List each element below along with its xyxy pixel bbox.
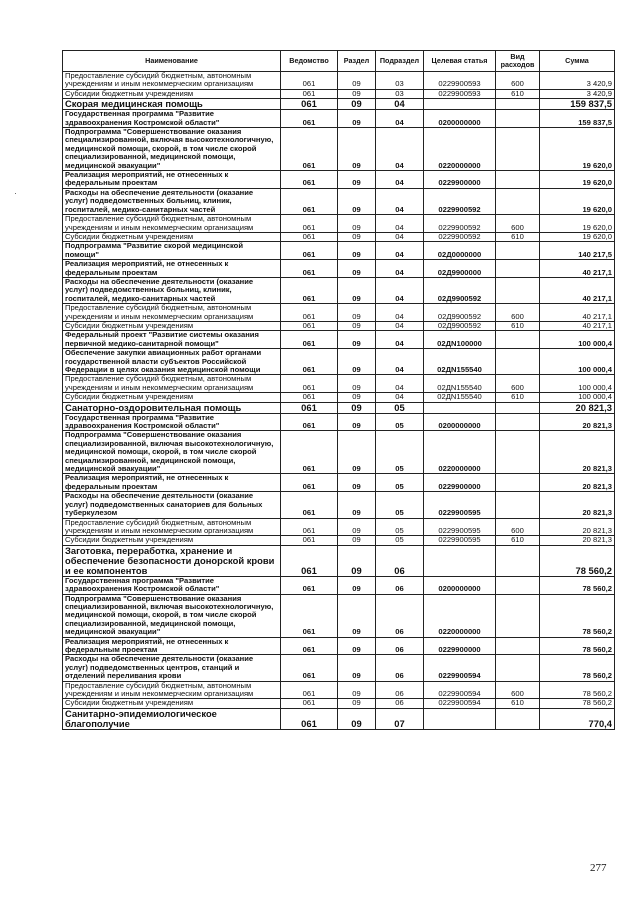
header-name: Наименование — [63, 51, 281, 72]
row-sum: 19 620,0 — [540, 215, 615, 233]
row-name: Обеспечение закупки авиационных работ органами государственной власти субъектов Российской Федерации в целях оказания медицинской помощи — [63, 349, 281, 375]
row-name: Государственная программа "Развитие здравоохранения Костромской области" — [63, 576, 281, 594]
table-row — [63, 128, 615, 171]
row-sum: 159 837,5 — [540, 99, 615, 110]
row-target-article: 0229900595 — [424, 518, 496, 536]
row-expense-type: 610 — [496, 699, 540, 708]
row-section: 09 — [338, 321, 376, 330]
row-section: 09 — [338, 215, 376, 233]
row-section: 09 — [338, 536, 376, 545]
row-name: Федеральный проект "Развитие системы оказания первичной медико-санитарной помощи" — [63, 331, 281, 349]
table-row — [63, 594, 615, 637]
row-subsection: 04 — [376, 277, 424, 303]
row-name: Предоставление субсидий бюджетным, автономным учреждениям и иным некоммерческим организациям — [63, 518, 281, 536]
row-target-article: 0220000000 — [424, 128, 496, 171]
row-target-article: 0200000000 — [424, 110, 496, 128]
row-expense-type — [496, 492, 540, 518]
row-target-article: 0220000000 — [424, 431, 496, 474]
row-target-article: 02Д9900592 — [424, 277, 496, 303]
row-name: Субсидии бюджетным учреждениям — [63, 536, 281, 545]
table-row — [63, 431, 615, 474]
row-subsection: 06 — [376, 594, 424, 637]
page-number: 277 — [590, 862, 607, 874]
row-sum: 100 000,4 — [540, 393, 615, 402]
row-sum: 19 620,0 — [540, 232, 615, 241]
row-expense-type: 600 — [496, 375, 540, 393]
margin-mark: · — [14, 188, 17, 198]
row-department: 061 — [281, 681, 338, 699]
row-name: Государственная программа "Развитие здравоохранения Костромской области" — [63, 110, 281, 128]
row-target-article: 0229900594 — [424, 655, 496, 681]
row-sum: 78 560,2 — [540, 699, 615, 708]
row-sum: 140 217,5 — [540, 242, 615, 260]
table-row — [63, 699, 615, 708]
budget-table — [62, 50, 615, 730]
row-target-article: 02Д9900000 — [424, 260, 496, 278]
row-target-article: 02ДN155540 — [424, 375, 496, 393]
row-name: Расходы на обеспечение деятельности (оказание услуг) подведомственных санаториев для больных туберкулезом — [63, 492, 281, 518]
row-expense-type: 600 — [496, 518, 540, 536]
row-target-article: 0220000000 — [424, 594, 496, 637]
row-department: 061 — [281, 655, 338, 681]
row-department: 061 — [281, 277, 338, 303]
table-row — [63, 110, 615, 128]
row-expense-type — [496, 413, 540, 431]
row-department: 061 — [281, 699, 338, 708]
row-name: Расходы на обеспечение деятельности (оказание услуг) подведомственных больниц, клиник, госпиталей, медико-санитарных частей — [63, 277, 281, 303]
table-row — [63, 277, 615, 303]
row-target-article: 0229900594 — [424, 699, 496, 708]
table-row — [63, 171, 615, 189]
row-department: 061 — [281, 171, 338, 189]
row-sum: 3 420,9 — [540, 72, 615, 90]
table-row — [63, 393, 615, 402]
table-row — [63, 637, 615, 655]
row-section: 09 — [338, 431, 376, 474]
row-subsection: 04 — [376, 375, 424, 393]
row-subsection: 06 — [376, 681, 424, 699]
row-expense-type — [496, 110, 540, 128]
header-expense-type: Вид расходов — [496, 51, 540, 72]
row-name: Подпрограмма "Совершенствование оказания специализированной, включая высокотехнологичную, медицинской помощи, скорой, в том числе скорой специализированной, медицинской помощи, медицинской эвакуации" — [63, 128, 281, 171]
row-sum: 3 420,9 — [540, 89, 615, 98]
row-sum: 19 620,0 — [540, 171, 615, 189]
row-expense-type — [496, 708, 540, 729]
row-department: 061 — [281, 393, 338, 402]
row-section: 09 — [338, 393, 376, 402]
row-subsection: 04 — [376, 393, 424, 402]
row-sum: 20 821,3 — [540, 518, 615, 536]
row-name: Подпрограмма "Совершенствование оказания специализированной, включая высокотехнологичную, медицинской помощи, скорой, в том числе скорой специализированной, медицинской помощи, медицинской эвакуации" — [63, 431, 281, 474]
row-subsection: 04 — [376, 215, 424, 233]
row-department: 061 — [281, 536, 338, 545]
row-department: 061 — [281, 242, 338, 260]
row-expense-type — [496, 637, 540, 655]
row-department: 061 — [281, 321, 338, 330]
row-subsection: 04 — [376, 242, 424, 260]
row-department: 061 — [281, 594, 338, 637]
row-section: 09 — [338, 89, 376, 98]
table-row — [63, 576, 615, 594]
row-expense-type: 610 — [496, 393, 540, 402]
row-target-article: 0229900595 — [424, 536, 496, 545]
row-name: Расходы на обеспечение деятельности (оказание услуг) подведомственных центров, станций и отделений переливания крови — [63, 655, 281, 681]
table-row — [63, 518, 615, 536]
row-expense-type: 600 — [496, 681, 540, 699]
row-subsection: 05 — [376, 431, 424, 474]
row-subsection: 06 — [376, 655, 424, 681]
row-name: Предоставление субсидий бюджетным, автономным учреждениям и иным некоммерческим организациям — [63, 681, 281, 699]
row-target-article — [424, 708, 496, 729]
table-row — [63, 72, 615, 90]
row-name: Реализация мероприятий, не отнесенных к федеральным проектам — [63, 260, 281, 278]
row-expense-type: 600 — [496, 304, 540, 322]
row-section: 09 — [338, 474, 376, 492]
table-row — [63, 536, 615, 545]
row-target-article: 0229900594 — [424, 681, 496, 699]
row-section: 09 — [338, 594, 376, 637]
row-sum: 770,4 — [540, 708, 615, 729]
row-sum: 19 620,0 — [540, 188, 615, 214]
header-section: Раздел — [338, 51, 376, 72]
row-department: 061 — [281, 215, 338, 233]
row-expense-type — [496, 128, 540, 171]
table-row — [63, 402, 615, 413]
row-expense-type — [496, 260, 540, 278]
table-row — [63, 708, 615, 729]
row-section: 09 — [338, 110, 376, 128]
row-department: 061 — [281, 474, 338, 492]
row-expense-type — [496, 331, 540, 349]
row-section: 09 — [338, 708, 376, 729]
row-department: 061 — [281, 413, 338, 431]
table-row — [63, 413, 615, 431]
row-target-article: 0229900000 — [424, 171, 496, 189]
row-name: Санитарно-эпидемиологическое благополучие — [63, 708, 281, 729]
row-name: Реализация мероприятий, не отнесенных к федеральным проектам — [63, 171, 281, 189]
budget-table-container — [62, 50, 614, 730]
row-target-article: 02ДN100000 — [424, 331, 496, 349]
table-row — [63, 492, 615, 518]
row-sum: 40 217,1 — [540, 277, 615, 303]
row-subsection: 06 — [376, 637, 424, 655]
row-sum: 20 821,3 — [540, 413, 615, 431]
row-target-article: 0229900592 — [424, 188, 496, 214]
row-subsection: 04 — [376, 260, 424, 278]
row-sum: 20 821,3 — [540, 402, 615, 413]
row-subsection: 06 — [376, 545, 424, 576]
row-target-article: 0229900000 — [424, 474, 496, 492]
row-sum: 20 821,3 — [540, 536, 615, 545]
row-sum: 78 560,2 — [540, 637, 615, 655]
row-section: 09 — [338, 655, 376, 681]
row-section: 09 — [338, 331, 376, 349]
row-section: 09 — [338, 72, 376, 90]
row-department: 061 — [281, 637, 338, 655]
row-subsection: 04 — [376, 304, 424, 322]
table-row — [63, 215, 615, 233]
row-name: Предоставление субсидий бюджетным, автономным учреждениям и иным некоммерческим организациям — [63, 375, 281, 393]
row-sum: 78 560,2 — [540, 681, 615, 699]
row-sum: 100 000,4 — [540, 331, 615, 349]
row-target-article: 02Д9900592 — [424, 321, 496, 330]
table-row — [63, 545, 615, 576]
row-sum: 78 560,2 — [540, 576, 615, 594]
row-department: 061 — [281, 99, 338, 110]
row-expense-type: 610 — [496, 321, 540, 330]
row-expense-type — [496, 349, 540, 375]
header-target-article: Целевая статья — [424, 51, 496, 72]
row-subsection: 05 — [376, 518, 424, 536]
row-subsection: 04 — [376, 232, 424, 241]
row-expense-type — [496, 474, 540, 492]
table-row — [63, 321, 615, 330]
row-section: 09 — [338, 277, 376, 303]
row-target-article: 0229900592 — [424, 215, 496, 233]
row-name: Заготовка, переработка, хранение и обеспечение безопасности донорской крови и ее компонентов — [63, 545, 281, 576]
header-subsection: Подраздел — [376, 51, 424, 72]
row-target-article: 02Д0000000 — [424, 242, 496, 260]
row-target-article: 0229900000 — [424, 637, 496, 655]
row-name: Субсидии бюджетным учреждениям — [63, 699, 281, 708]
row-expense-type — [496, 402, 540, 413]
row-expense-type: 610 — [496, 232, 540, 241]
row-target-article: 02Д9900592 — [424, 304, 496, 322]
row-subsection: 06 — [376, 576, 424, 594]
row-department: 061 — [281, 331, 338, 349]
table-row — [63, 99, 615, 110]
row-department: 061 — [281, 232, 338, 241]
row-section: 09 — [338, 518, 376, 536]
row-sum: 40 217,1 — [540, 304, 615, 322]
table-row — [63, 331, 615, 349]
table-row — [63, 681, 615, 699]
row-section: 09 — [338, 576, 376, 594]
row-expense-type: 600 — [496, 215, 540, 233]
row-expense-type — [496, 576, 540, 594]
header-sum: Сумма — [540, 51, 615, 72]
row-department: 061 — [281, 89, 338, 98]
table-row — [63, 242, 615, 260]
row-department: 061 — [281, 708, 338, 729]
row-expense-type — [496, 545, 540, 576]
row-expense-type — [496, 171, 540, 189]
row-section: 09 — [338, 188, 376, 214]
row-name: Предоставление субсидий бюджетным, автономным учреждениям и иным некоммерческим организациям — [63, 215, 281, 233]
row-section: 09 — [338, 637, 376, 655]
row-sum: 20 821,3 — [540, 492, 615, 518]
header-department: Ведомство — [281, 51, 338, 72]
row-target-article: 0229900593 — [424, 89, 496, 98]
table-row — [63, 375, 615, 393]
row-subsection: 04 — [376, 331, 424, 349]
row-expense-type — [496, 188, 540, 214]
table-header-row — [63, 51, 615, 72]
row-sum: 78 560,2 — [540, 545, 615, 576]
row-section: 09 — [338, 128, 376, 171]
row-target-article: 0229900592 — [424, 232, 496, 241]
row-section: 09 — [338, 699, 376, 708]
row-section: 09 — [338, 402, 376, 413]
row-expense-type — [496, 655, 540, 681]
row-section: 09 — [338, 349, 376, 375]
row-department: 061 — [281, 304, 338, 322]
row-section: 09 — [338, 413, 376, 431]
row-department: 061 — [281, 431, 338, 474]
row-sum: 40 217,1 — [540, 260, 615, 278]
row-name: Реализация мероприятий, не отнесенных к федеральным проектам — [63, 474, 281, 492]
row-subsection: 03 — [376, 72, 424, 90]
row-expense-type: 610 — [496, 536, 540, 545]
row-sum: 78 560,2 — [540, 594, 615, 637]
row-name: Субсидии бюджетным учреждениям — [63, 89, 281, 98]
row-name: Субсидии бюджетным учреждениям — [63, 393, 281, 402]
row-sum: 100 000,4 — [540, 375, 615, 393]
row-expense-type — [496, 99, 540, 110]
table-body — [63, 72, 615, 730]
row-expense-type: 610 — [496, 89, 540, 98]
row-section: 09 — [338, 242, 376, 260]
row-target-article: 02ДN155540 — [424, 349, 496, 375]
row-section: 09 — [338, 232, 376, 241]
row-target-article — [424, 402, 496, 413]
row-department: 061 — [281, 518, 338, 536]
row-target-article: 0200000000 — [424, 576, 496, 594]
row-name: Расходы на обеспечение деятельности (оказание услуг) подведомственных больниц, клиник, госпиталей, медико-санитарных частей — [63, 188, 281, 214]
table-row — [63, 655, 615, 681]
row-section: 09 — [338, 260, 376, 278]
table-row — [63, 304, 615, 322]
row-section: 09 — [338, 375, 376, 393]
row-expense-type — [496, 277, 540, 303]
row-section: 09 — [338, 304, 376, 322]
row-name: Подпрограмма "Развитие скорой медицинской помощи" — [63, 242, 281, 260]
row-department: 061 — [281, 492, 338, 518]
row-subsection: 05 — [376, 536, 424, 545]
row-subsection: 04 — [376, 321, 424, 330]
row-subsection: 05 — [376, 413, 424, 431]
row-expense-type: 600 — [496, 72, 540, 90]
row-section: 09 — [338, 492, 376, 518]
row-expense-type — [496, 242, 540, 260]
row-department: 061 — [281, 402, 338, 413]
row-name: Субсидии бюджетным учреждениям — [63, 321, 281, 330]
row-target-article: 0200000000 — [424, 413, 496, 431]
row-subsection: 07 — [376, 708, 424, 729]
table-row — [63, 232, 615, 241]
row-name: Реализация мероприятий, не отнесенных к федеральным проектам — [63, 637, 281, 655]
row-target-article — [424, 99, 496, 110]
row-expense-type — [496, 431, 540, 474]
row-name: Субсидии бюджетным учреждениям — [63, 232, 281, 241]
row-name: Скорая медицинская помощь — [63, 99, 281, 110]
row-department: 061 — [281, 110, 338, 128]
row-name: Государственная программа "Развитие здравоохранения Костромской области" — [63, 413, 281, 431]
row-sum: 78 560,2 — [540, 655, 615, 681]
row-section: 09 — [338, 545, 376, 576]
row-department: 061 — [281, 375, 338, 393]
table-row — [63, 188, 615, 214]
row-target-article — [424, 545, 496, 576]
row-sum: 159 837,5 — [540, 110, 615, 128]
row-section: 09 — [338, 99, 376, 110]
row-name: Санаторно-оздоровительная помощь — [63, 402, 281, 413]
table-row — [63, 260, 615, 278]
row-sum: 100 000,4 — [540, 349, 615, 375]
row-department: 061 — [281, 260, 338, 278]
row-name: Предоставление субсидий бюджетным, автономным учреждениям и иным некоммерческим организациям — [63, 304, 281, 322]
row-section: 09 — [338, 171, 376, 189]
row-sum: 19 620,0 — [540, 128, 615, 171]
row-section: 09 — [338, 681, 376, 699]
row-department: 061 — [281, 72, 338, 90]
row-subsection: 03 — [376, 89, 424, 98]
row-department: 061 — [281, 576, 338, 594]
row-name: Предоставление субсидий бюджетным, автономным учреждениям и иным некоммерческим организациям — [63, 72, 281, 90]
table-row — [63, 349, 615, 375]
row-department: 061 — [281, 349, 338, 375]
row-department: 061 — [281, 128, 338, 171]
row-subsection: 04 — [376, 128, 424, 171]
row-sum: 20 821,3 — [540, 474, 615, 492]
row-expense-type — [496, 594, 540, 637]
row-subsection: 04 — [376, 110, 424, 128]
row-target-article: 0229900595 — [424, 492, 496, 518]
row-subsection: 05 — [376, 492, 424, 518]
row-sum: 20 821,3 — [540, 431, 615, 474]
row-name: Подпрограмма "Совершенствование оказания специализированной, включая высокотехнологичную, медицинской помощи, скорой, в том числе скорой специализированной, медицинской помощи, медицинской эвакуации" — [63, 594, 281, 637]
row-target-article: 0229900593 — [424, 72, 496, 90]
row-subsection: 04 — [376, 349, 424, 375]
row-department: 061 — [281, 188, 338, 214]
row-subsection: 05 — [376, 402, 424, 413]
row-subsection: 05 — [376, 474, 424, 492]
row-target-article: 02ДN155540 — [424, 393, 496, 402]
row-subsection: 06 — [376, 699, 424, 708]
row-department: 061 — [281, 545, 338, 576]
table-row — [63, 474, 615, 492]
row-sum: 40 217,1 — [540, 321, 615, 330]
row-subsection: 04 — [376, 99, 424, 110]
row-subsection: 04 — [376, 188, 424, 214]
table-row — [63, 89, 615, 98]
row-subsection: 04 — [376, 171, 424, 189]
